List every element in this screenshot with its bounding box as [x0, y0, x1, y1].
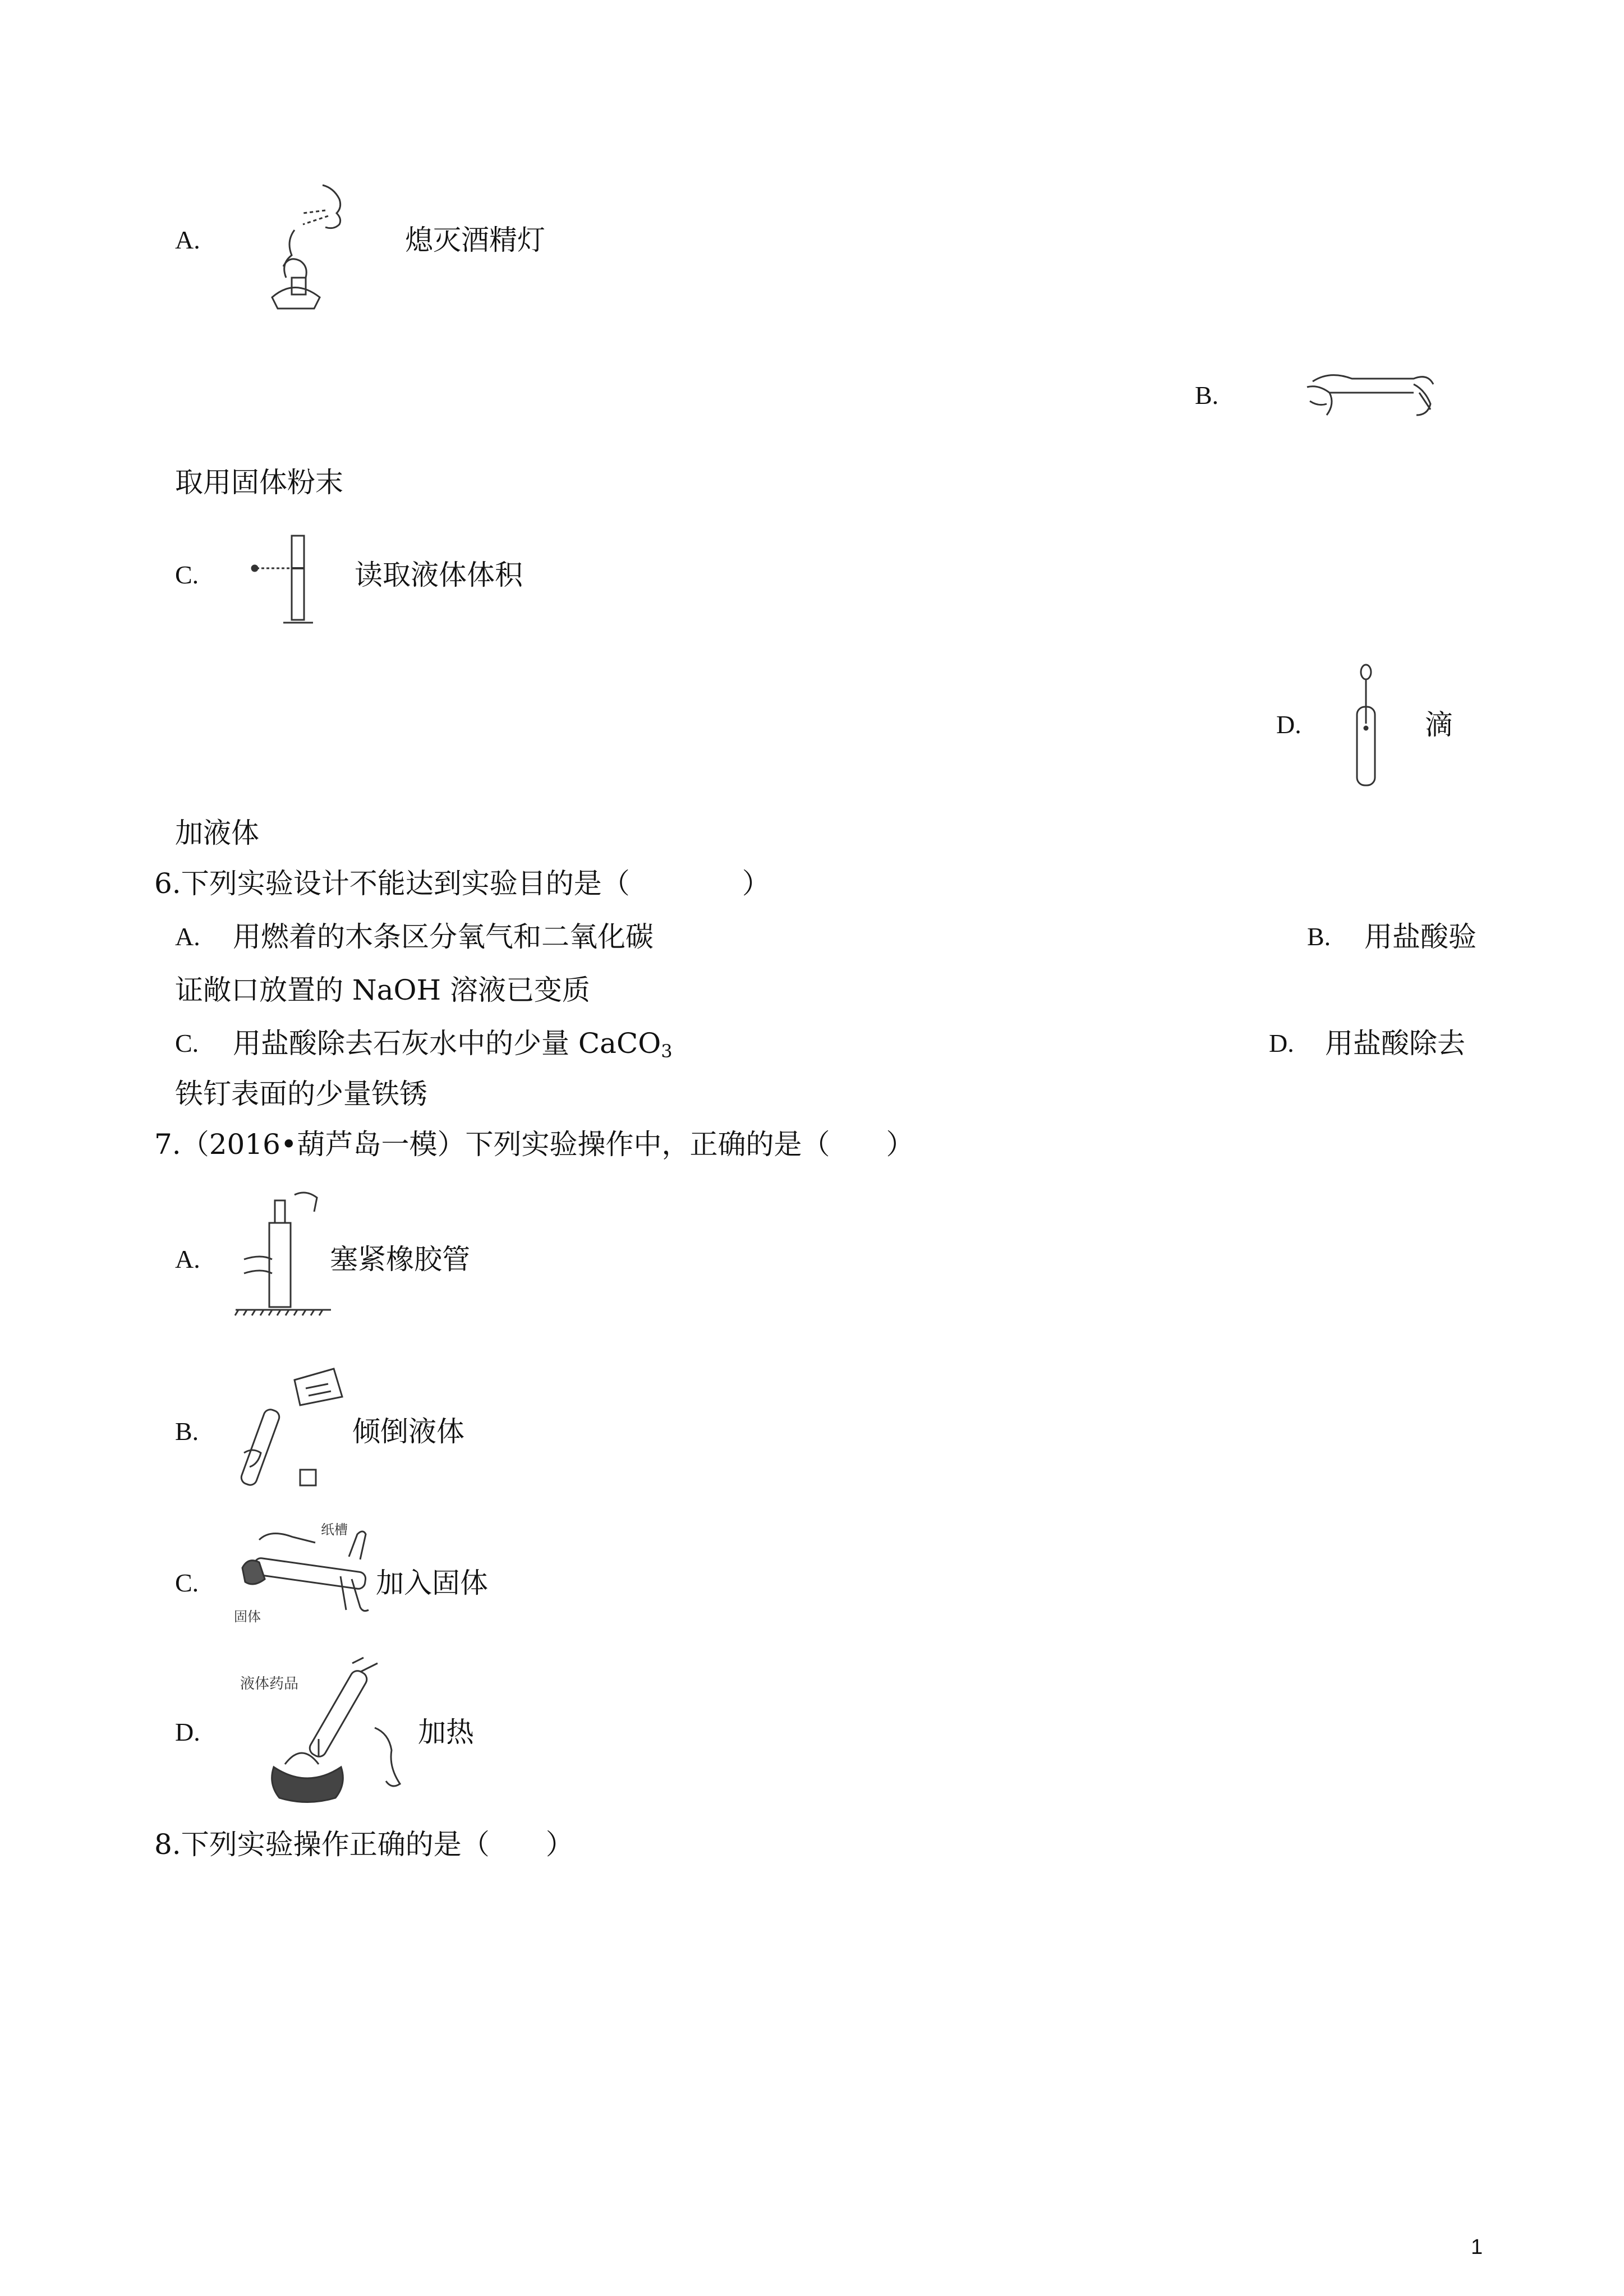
add-solid-icon: [231, 1517, 377, 1635]
q6-option-b-text-tail: 证敞口放置的 NaOH 溶液已变质: [175, 974, 590, 1006]
q7-option-d-text: 加热: [418, 1716, 474, 1749]
q7-option-c-text: 加入固体: [376, 1567, 488, 1599]
page-number: 1: [1471, 2235, 1483, 2259]
q8-stem: 8.下列实验操作正确的是（ ）: [154, 1828, 574, 1861]
q5-option-b-label: B.: [1195, 381, 1219, 409]
q7-option-b-text: 倾倒液体: [352, 1415, 464, 1448]
extinguish-alcohol-lamp-icon: [255, 177, 362, 314]
take-solid-powder-icon: [1301, 359, 1439, 426]
pour-liquid-icon: [233, 1358, 351, 1495]
q6-option-c-subscript: 3: [661, 1041, 673, 1062]
q5-option-d-label: D.: [1276, 710, 1301, 739]
read-liquid-volume-icon: [247, 530, 328, 631]
q6-option-d-text-tail: 铁钉表面的少量铁锈: [175, 1078, 427, 1110]
q5-option-a-text: 熄灭酒精灯: [405, 224, 545, 256]
q6-option-b-text: 用盐酸验: [1364, 921, 1476, 953]
q6-option-d-text: 用盐酸除去: [1325, 1027, 1465, 1060]
q6-option-a-label: A.: [175, 922, 200, 951]
q6-option-c-text: [233, 1027, 673, 1060]
q5-option-d-text-tail: 加液体: [175, 817, 259, 849]
q5-option-c-text: 读取液体体积: [355, 559, 523, 591]
drip-liquid-icon: [1344, 662, 1388, 791]
q7-option-a-text: 塞紧橡胶管: [330, 1243, 470, 1276]
q7-option-b-label: B.: [175, 1417, 199, 1446]
heat-liquid-drug-label: 液体药品: [240, 1676, 299, 1692]
q6-option-a-text: 用燃着的木条区分氧气和二氧化碳: [233, 921, 654, 953]
heat-liquid-icon: [234, 1655, 414, 1806]
q7-option-a-label: A.: [175, 1245, 200, 1273]
plug-rubber-tube-icon: [233, 1184, 334, 1324]
q6-stem: 6.下列实验设计不能达到实验目的是（ ）: [154, 867, 770, 900]
q7-option-d-label: D.: [175, 1718, 200, 1746]
add-solid-paper-trough-label: 纸槽: [321, 1522, 348, 1538]
q6-option-d-label: D.: [1269, 1029, 1294, 1057]
q5-option-b-text-tail: 取用固体粉末: [175, 466, 343, 499]
q7-option-c-label: C.: [175, 1568, 199, 1597]
q6-option-b-label: B.: [1307, 922, 1331, 951]
q5-option-a-label: A.: [175, 226, 200, 254]
q5-option-c-label: C.: [175, 560, 199, 589]
q7-stem: 7.（2016•葫芦岛一模）下列实验操作中，正确的是（ ）: [154, 1128, 914, 1161]
q5-option-d-text-head: 滴: [1425, 708, 1453, 741]
add-solid-solid-label: 固体: [234, 1609, 261, 1625]
q6-option-c-main: 用盐酸除去石灰水中的少量 CaCO: [233, 1027, 661, 1060]
q6-option-c-label: C.: [175, 1029, 199, 1057]
